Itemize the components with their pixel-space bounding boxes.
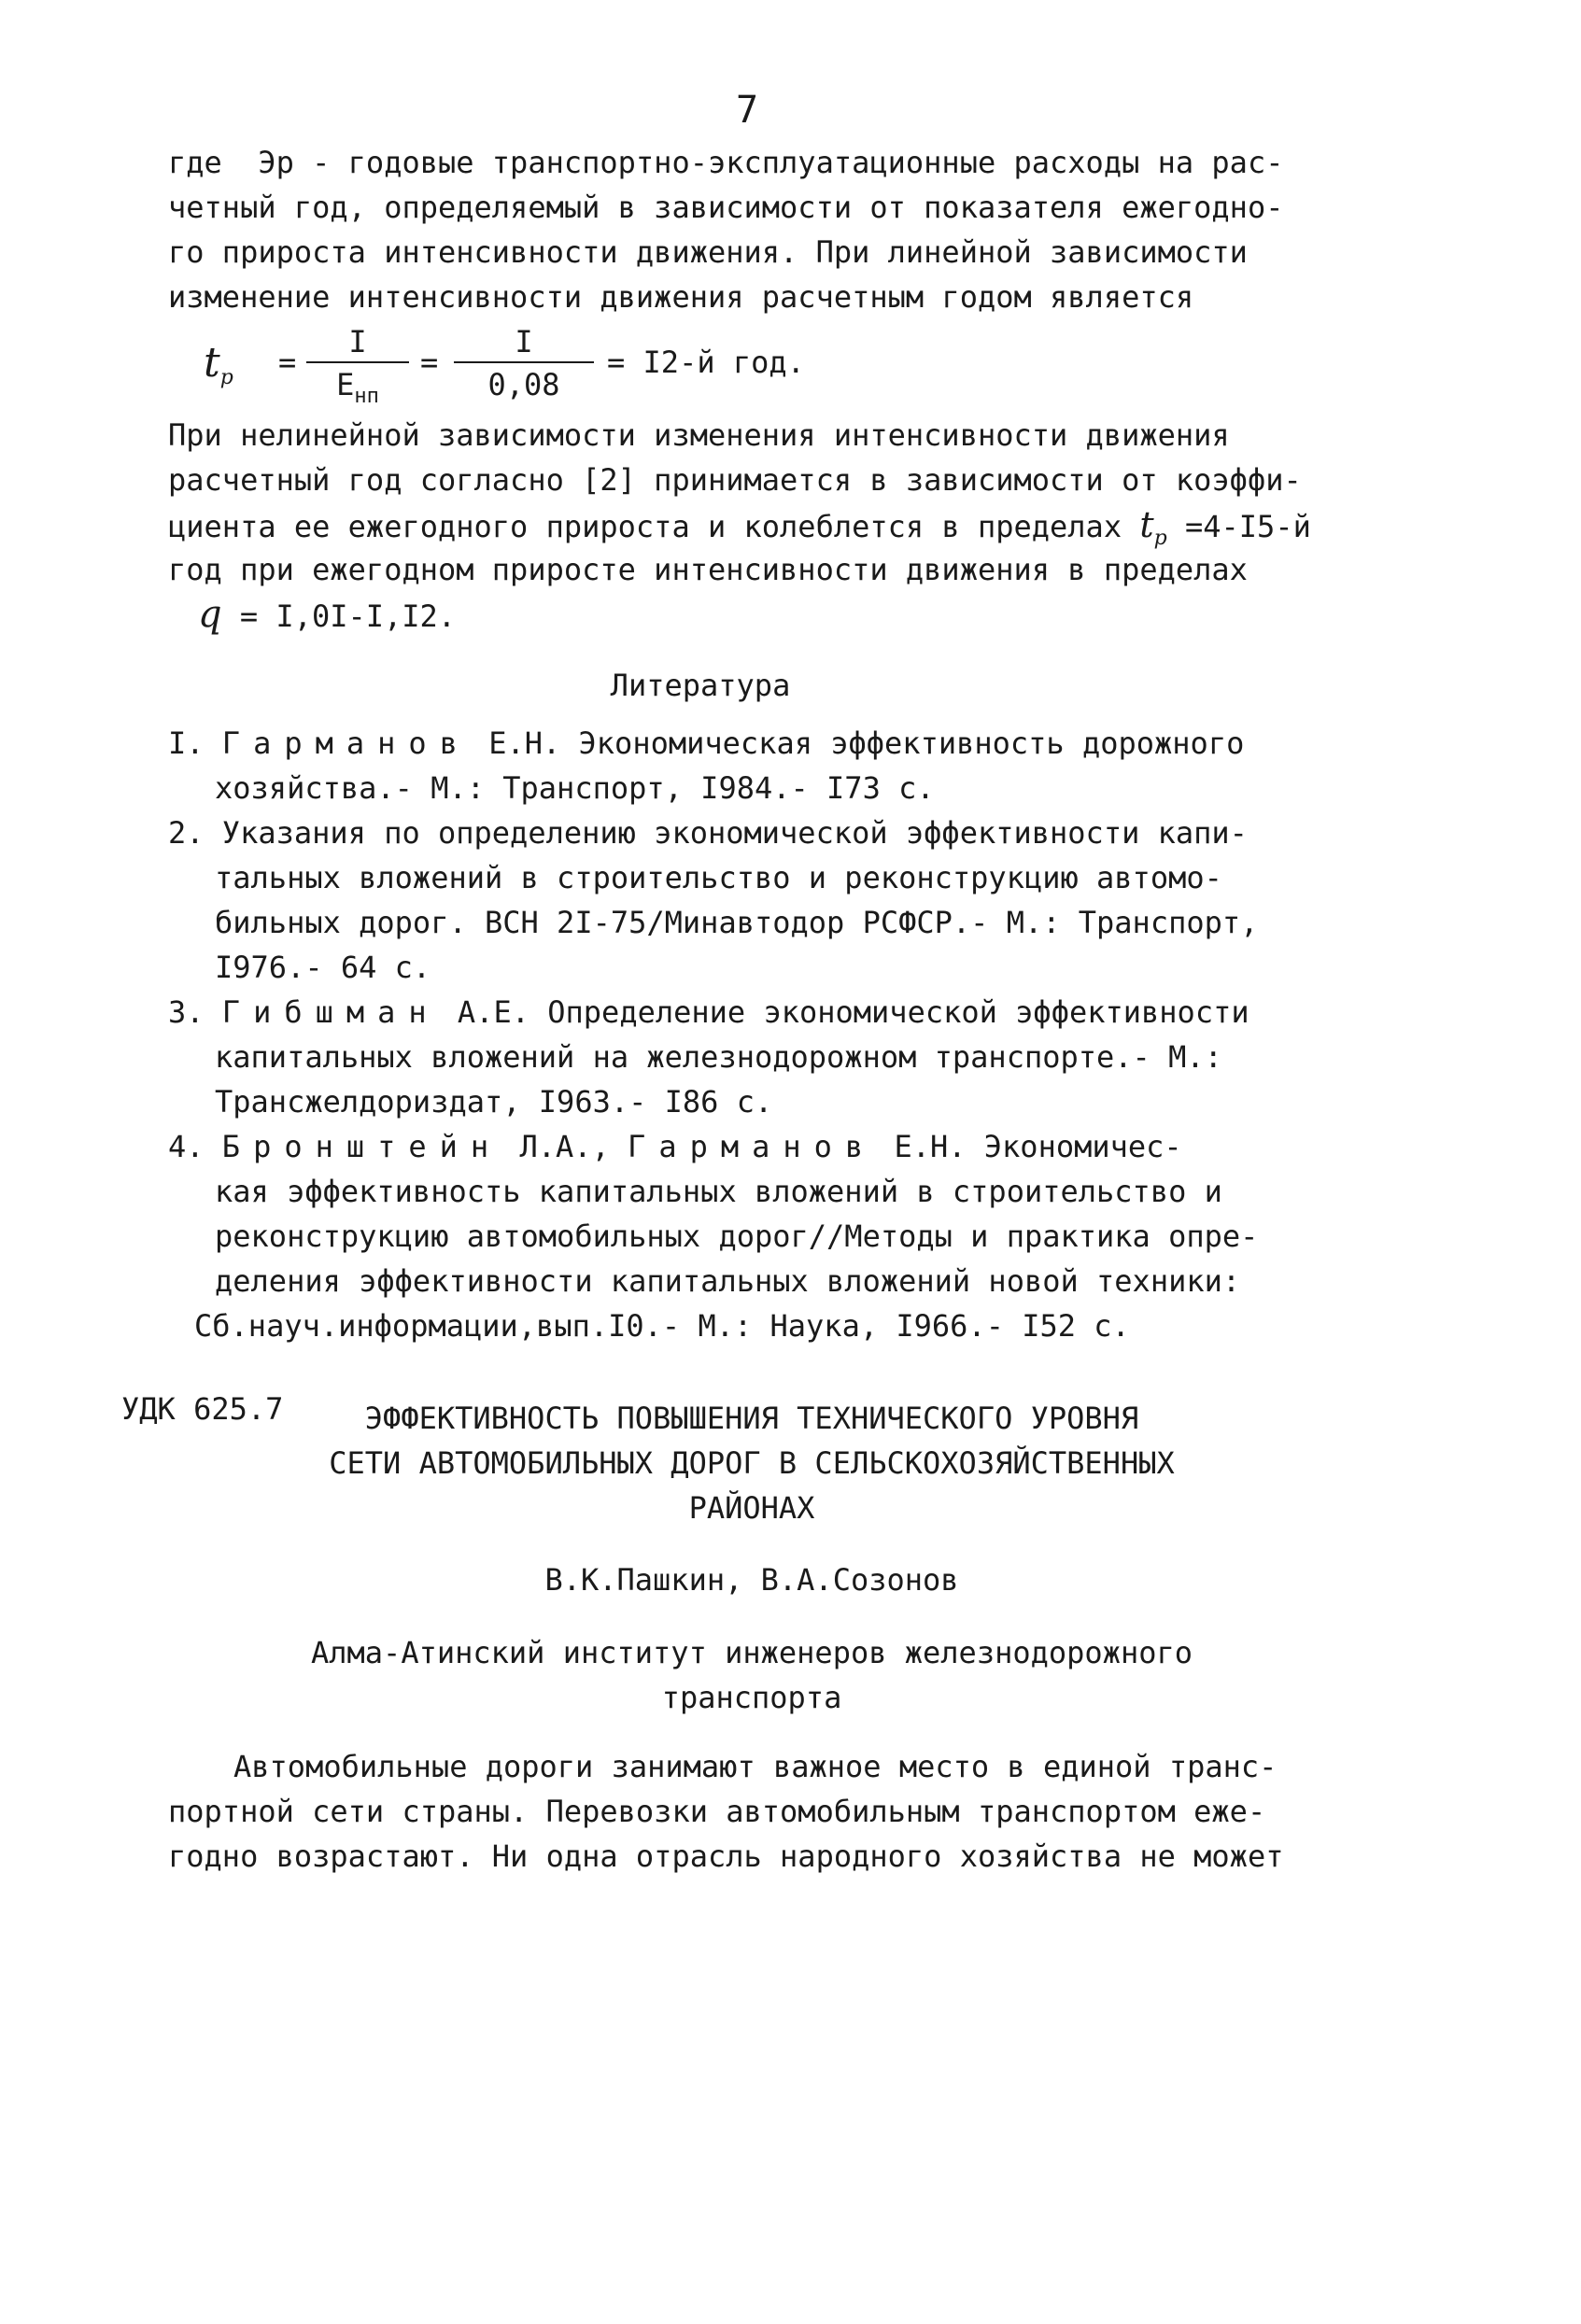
reference-4-text: Е.Н. Экономичес- [876,1129,1182,1164]
reference-2-text: Указания по определению экономической эффективности капи- [221,815,1248,851]
q-range-line [198,592,456,639]
reference-4-line-3: реконструкцию автомобильных дорог//Методы и практика опре- [215,1218,1259,1254]
formula-lhs [204,339,233,389]
reference-4-author-2: Гарманов [628,1129,877,1164]
paragraph-1-line-2: четный год, определяемый в зависимости от показателя ежегодно- [168,190,1284,225]
fraction-1-den-main: E [336,367,355,402]
paragraph-1-line-1: где Эр - годовые транспортно-эксплуатационные расходы на рас- [168,145,1284,180]
reference-2-number: 2. [168,815,205,851]
reference-3-number: 3. [168,994,205,1030]
article-authors: В.К.Пашкин, В.А.Созонов [544,1562,959,1598]
design-year-formula [204,322,876,416]
q-value: = I,0I-I,I2. [239,599,457,634]
formula-lhs-sub: р [219,366,233,389]
fraction-1-denominator [306,363,409,406]
reference-1-line-2: хозяйства.- М.: Транспорт, I984.- I73 с. [215,770,935,806]
references-heading: Литература [610,668,791,703]
reference-3-line-2: капитальных вложений на железнодорожном транспорте.- М.: [215,1039,1222,1075]
reference-1-number: I. [168,725,205,761]
fraction-1-numerator: I [348,324,367,359]
reference-1-text: Е.Н. Экономическая эффективность дорожного [470,725,1245,761]
reference-2-line-1 [168,810,1248,855]
range-value: =4-I5-й [1184,509,1311,544]
fraction-2-denominator: 0,08 [487,367,560,402]
article-title-line-1: ЭФФЕКТИВНОСТЬ ПОВЫШЕНИЯ ТЕХНИЧЕСКОГО УРОВНЯ [364,1401,1139,1436]
article-title-line-3: РАЙОНАХ [688,1490,815,1526]
reference-1-author: Гарманов [221,725,471,761]
paragraph-3-line-3: годно возрастают. Ни одна отрасль народного хозяйства не может [168,1838,1284,1874]
paragraph-3-line-1: Автомобильные дороги занимают важное место в единой транс- [233,1749,1278,1784]
formula-result: = I2-й год. [607,345,805,380]
reference-4-line-1 [168,1124,1182,1169]
udc-code: УДК 625.7 [121,1391,284,1427]
paragraph-1-line-3: го прироста интенсивности движения. При линейной зависимости [168,234,1248,270]
paragraph-2-line-3-text: циента ее ежегодного прироста и колеблется в пределах [168,509,1122,544]
paragraph-2-line-4: год при ежегодном приросте интенсивности движения в пределах [168,552,1248,587]
formula-equals-1: = [278,345,297,380]
reference-1-line-1 [168,721,1244,766]
formula-fraction-1 [306,322,409,406]
q-var: q [198,593,222,636]
fraction-2-numerator: I [515,324,533,359]
range-var-sub: р [1153,527,1167,550]
article-title-line-2: СЕТИ АВТОМОБИЛЬНЫХ ДОРОГ В СЕЛЬСКОХОЗЯЙСТВЕННЫХ [329,1445,1175,1481]
reference-3-line-1 [168,990,1249,1035]
formula-equals-2: = [420,345,439,380]
reference-3-line-3: Трансжелдориздат, I963.- I86 с. [215,1084,773,1120]
affiliation-line-1: Алма-Атинский институт инженеров железнодорожного [310,1635,1193,1670]
paragraph-2-line-1: При нелинейной зависимости изменения интенсивности движения [168,417,1230,453]
reference-4-number: 4. [168,1129,205,1164]
paragraph-2-line-2: расчетный год согласно [2] принимается в зависимости от коэффи- [168,462,1302,498]
fraction-1-den-sub: нп [354,385,379,408]
reference-3-text: А.Е. Определение экономической эффективности [439,994,1249,1030]
paragraph-1-line-4: изменение интенсивности движения расчетным годом является [168,279,1194,315]
page-number: 7 [735,89,759,132]
paragraph-3-line-2: портной сети страны. Перевозки автомобильным транспортом еже- [168,1794,1266,1829]
reference-4-initials: Л.А., [501,1129,628,1164]
range-var [1139,504,1167,550]
reference-2-line-4: I976.- 64 с. [215,950,431,985]
formula-lhs-var: t [204,339,220,387]
reference-2-line-2: тальных вложений в строительство и реконструкцию автомо- [215,860,1222,895]
range-var-letter: t [1139,504,1154,545]
reference-4-line-4: деления эффективности капитальных вложений новой техники: [215,1263,1241,1299]
affiliation-line-2: транспорта [661,1680,842,1715]
reference-4-line-2: кая эффективность капитальных вложений в строительство и [215,1174,1222,1209]
reference-4-author-1: Бронштейн [221,1129,502,1164]
formula-fraction-2 [454,322,594,406]
reference-3-author: Гибшман [221,994,440,1030]
reference-2-line-3: бильных дорог. ВСН 2I-75/Минавтодор РСФСР.- М.: Транспорт, [215,905,1259,940]
reference-4-line-5: Сб.науч.информации,вып.I0.- М.: Наука, I966.- I52 с. [194,1308,1130,1344]
